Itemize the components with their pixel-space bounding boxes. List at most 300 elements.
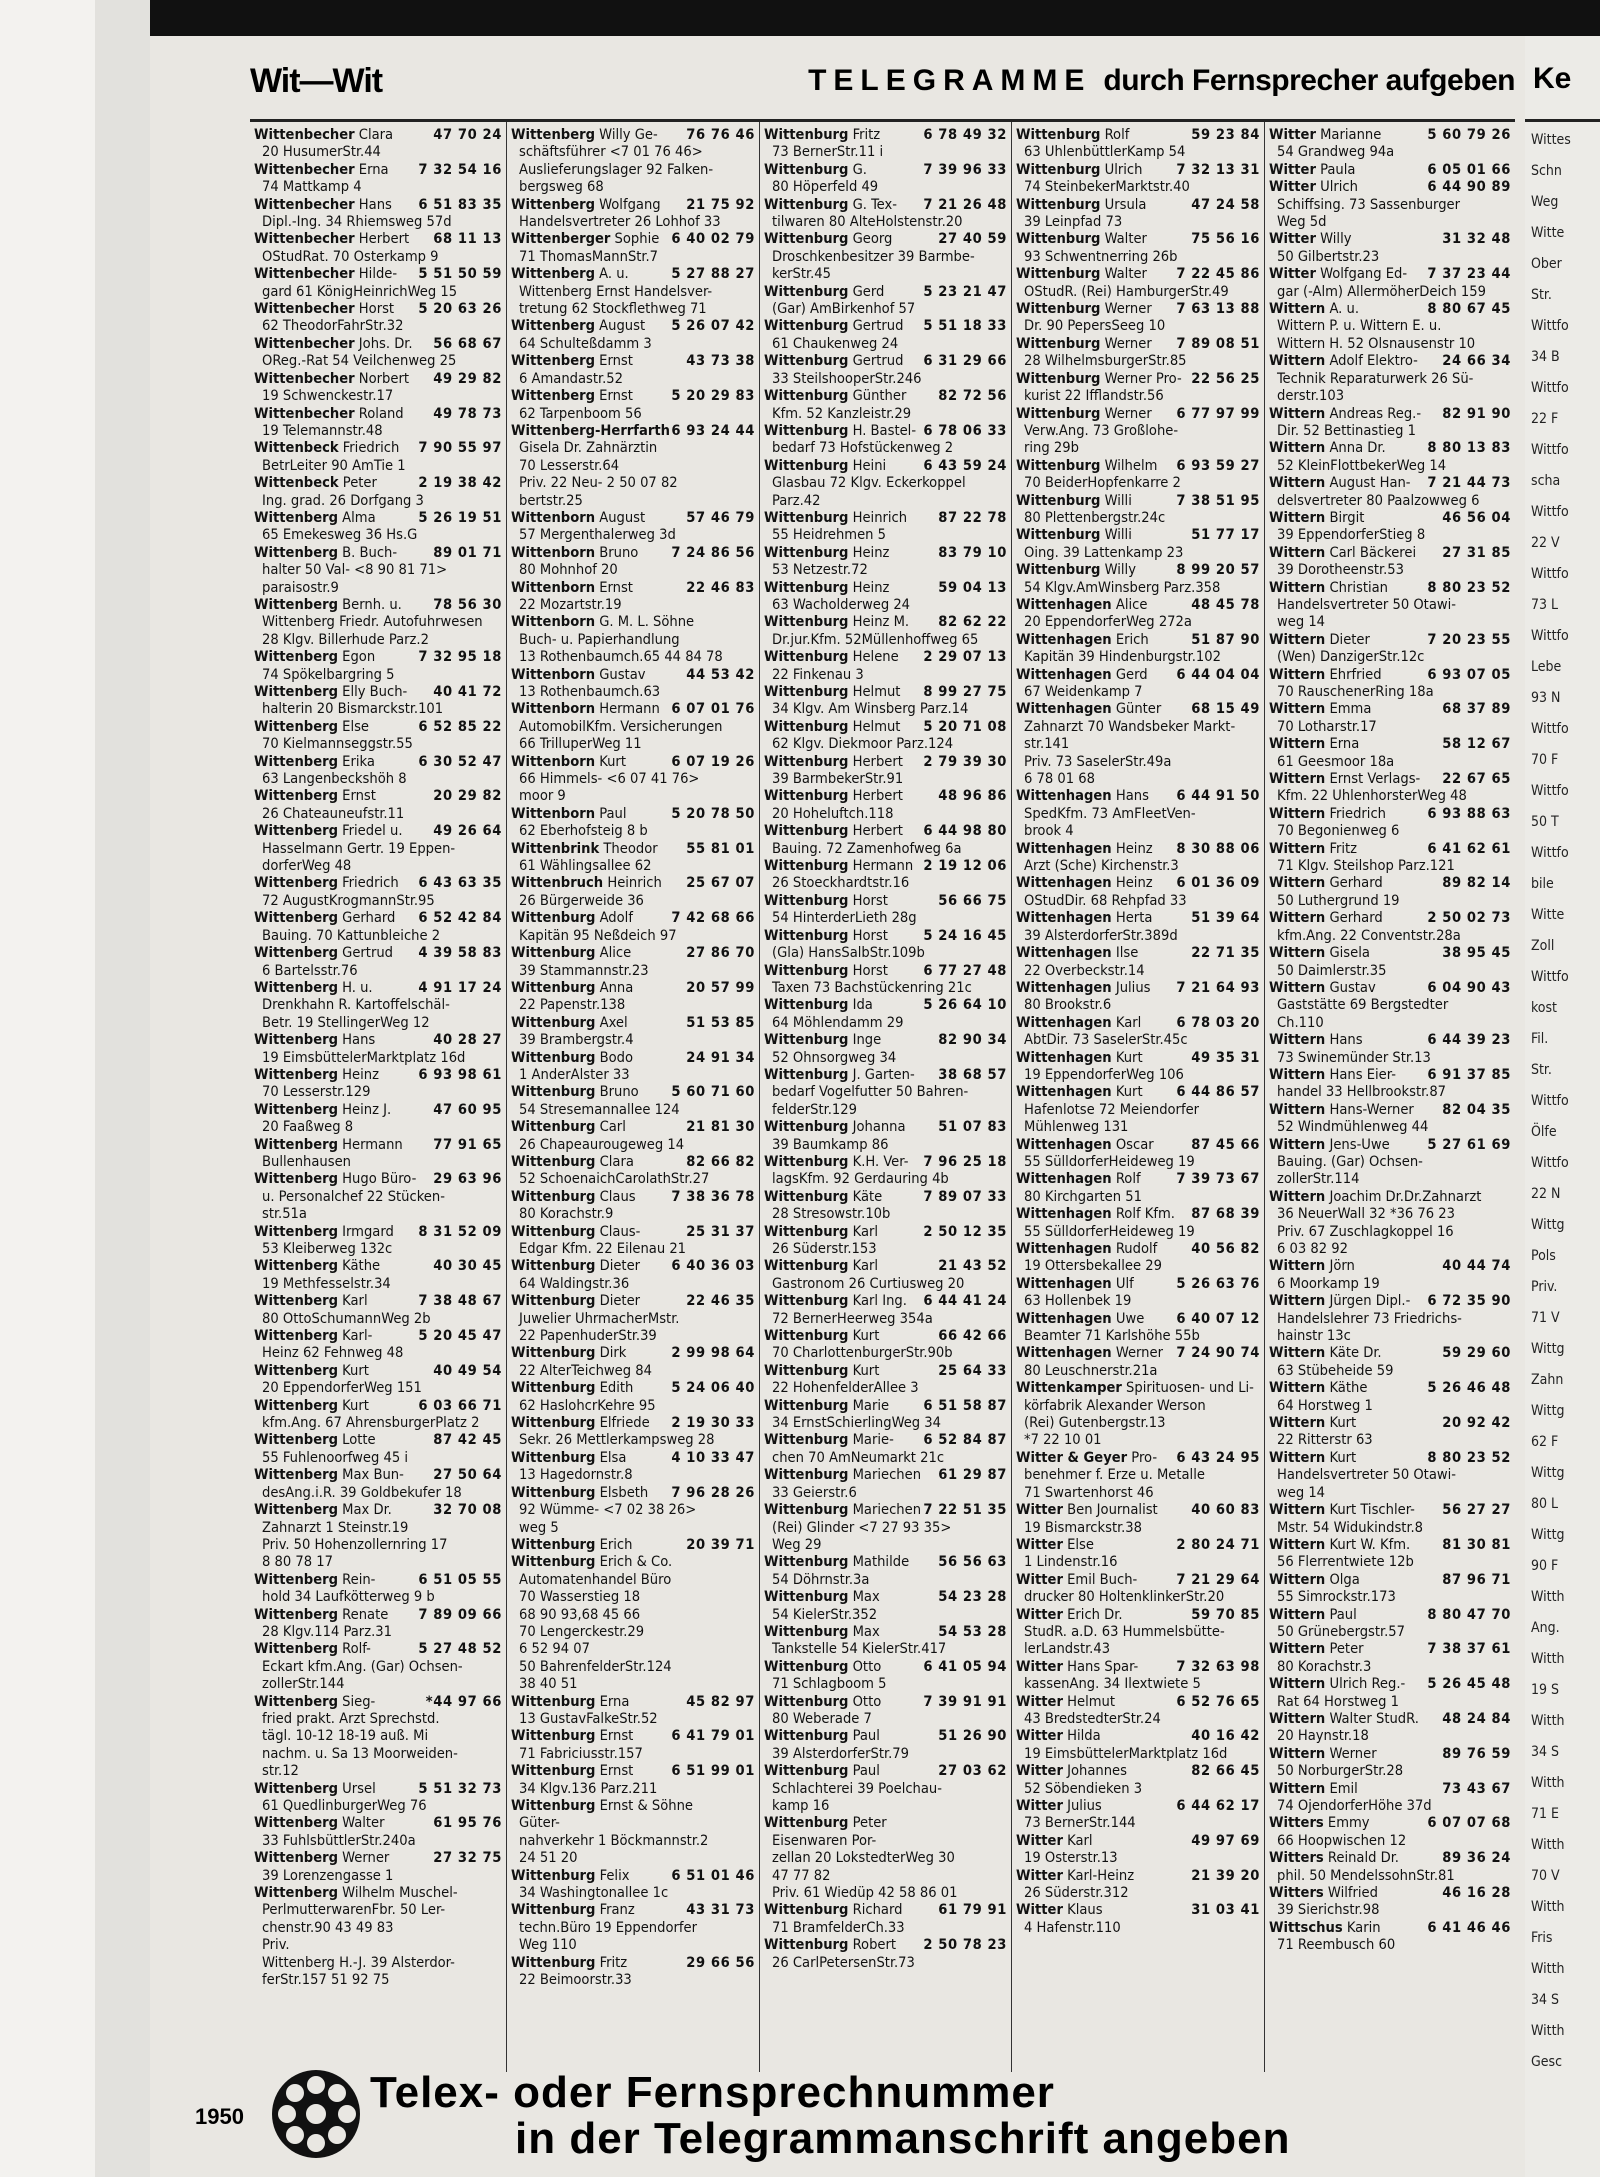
entry-detail-line: 26 Chateauneufstr.11 <box>262 804 405 822</box>
entry-given-name: Friedel u. <box>337 822 403 840</box>
entry-given-name: Elfriede <box>595 1414 650 1432</box>
entry-surname: Witter & Geyer <box>1016 1448 1128 1466</box>
entry-phone: 6 41 79 01 <box>671 1727 755 1745</box>
entry-phone: 5 20 45 47 <box>418 1327 502 1345</box>
entry-surname: Wittenburg <box>764 160 849 178</box>
entry-first-line <box>254 683 502 700</box>
entry-phone: 51 26 90 <box>938 1727 1007 1745</box>
entry-first-line <box>764 387 1007 404</box>
entry-first-line <box>254 1066 502 1083</box>
entry-given-name: Helmut <box>1062 1692 1115 1710</box>
entry-phone: 6 44 91 50 <box>1176 787 1260 805</box>
directory-entry <box>1269 161 1511 178</box>
entry-surname: Wittenburg <box>511 1013 596 1031</box>
entry-phone: 6 44 98 80 <box>923 822 1007 840</box>
entry-phone: 6 07 07 68 <box>1427 1814 1511 1832</box>
entry-phone: 68 37 89 <box>1442 700 1511 718</box>
entry-detail-line: 54 Stresemannallee 124 <box>519 1100 680 1118</box>
entry-detail-line: 74 Mattkamp 4 <box>262 178 362 196</box>
entry-surname: Wittenberg <box>254 822 338 840</box>
facing-page-fragment: Fris <box>1531 1930 1553 1946</box>
entry-first-line <box>764 1901 1007 1918</box>
entry-given-name: Rein- <box>337 1570 376 1588</box>
entry-phone: 5 27 61 69 <box>1427 1135 1511 1153</box>
entry-first-line <box>254 1327 502 1344</box>
directory-entry <box>254 944 502 979</box>
entry-given-name: G. Tex- <box>848 195 897 213</box>
entry-given-name: A. u. <box>594 265 629 283</box>
entry-surname: Wittern <box>1269 700 1326 718</box>
entry-surname: Wittenhagen <box>1016 1083 1112 1101</box>
directory-entry <box>511 317 755 352</box>
entry-first-line <box>254 718 502 735</box>
entry-phone: 2 29 07 13 <box>923 648 1007 666</box>
entry-detail-line: Wittern P. u. Wittern E. u. <box>1277 317 1442 335</box>
entry-given-name: Wolfgang Ed- <box>1315 265 1408 283</box>
entry-first-line <box>1016 1014 1260 1031</box>
directory-entry <box>254 1327 502 1362</box>
entry-detail-line: Beamter 71 Karlshöhe 55b <box>1024 1327 1200 1345</box>
entry-phone: 20 39 71 <box>686 1535 755 1553</box>
entry-given-name: Kurt <box>337 1361 369 1379</box>
entry-surname: Wittenburg <box>764 456 849 474</box>
entry-given-name: Jürgen Dipl.- <box>1325 1292 1411 1310</box>
entry-given-name: Egon <box>337 648 376 666</box>
entry-given-name: Horst <box>354 300 395 318</box>
entry-surname: Wittenhagen <box>1016 630 1112 648</box>
entry-phone: 7 63 13 88 <box>1176 300 1260 318</box>
entry-surname: Witters <box>1269 1814 1324 1832</box>
entry-surname: Wittenberg <box>254 1814 338 1832</box>
entry-detail-line: Arzt (Sche) Kirchenstr.3 <box>1024 857 1179 875</box>
entry-first-line <box>254 1031 502 1048</box>
entry-first-line <box>1269 178 1511 195</box>
directory-entry <box>511 544 755 579</box>
entry-first-line <box>254 874 502 891</box>
entry-first-line <box>511 230 755 247</box>
directory-entry <box>1016 335 1260 370</box>
entry-first-line <box>254 370 502 387</box>
entry-first-line <box>764 1153 1007 1170</box>
entry-given-name: Hilda <box>1062 1727 1101 1745</box>
entry-surname: Witter <box>1016 1605 1063 1623</box>
directory-entry <box>254 1170 502 1222</box>
entry-detail-line: 70 Begonienweg 6 <box>1277 822 1400 840</box>
entry-detail-line: 71 Reembusch 60 <box>1277 1936 1396 1954</box>
entry-detail-line: 26 Chapeaurougeweg 14 <box>519 1135 685 1153</box>
entry-given-name: Herbert <box>354 230 410 248</box>
facing-page-fragment: Wittes <box>1531 132 1571 148</box>
entry-detail-line: OReg.-Rat 54 Veilchenweg 25 <box>262 352 457 370</box>
entry-detail-line: 55 Simrockstr.173 <box>1277 1588 1396 1606</box>
right-page-header: Ke <box>1533 62 1572 95</box>
entry-phone: 49 35 31 <box>1191 1048 1260 1066</box>
entry-phone: 7 89 09 66 <box>418 1605 502 1623</box>
entry-given-name: Gerhard <box>1325 909 1383 927</box>
facing-page-fragment: 19 S <box>1531 1682 1560 1698</box>
directory-entry <box>764 317 1007 352</box>
entry-surname: Wittenberg <box>254 717 338 735</box>
directory-entry <box>764 544 1007 579</box>
entry-given-name: Herbert <box>848 822 903 840</box>
entry-phone: 20 57 99 <box>686 978 755 996</box>
entry-surname: Wittenburg <box>511 1797 596 1814</box>
entry-surname: Wittenberg <box>254 648 338 666</box>
entry-surname: Wittenburg <box>764 230 849 248</box>
entry-phone: 6 40 02 79 <box>671 230 755 248</box>
directory-entry <box>764 1188 1007 1223</box>
entry-given-name: Karl <box>1062 1831 1093 1849</box>
entry-detail-line: Hafenlotse 72 Meiendorfer <box>1024 1100 1200 1118</box>
entry-first-line <box>511 753 755 770</box>
directory-entry <box>1269 1257 1511 1292</box>
entry-phone: 7 96 25 18 <box>923 1152 1007 1170</box>
entry-phone: 7 38 37 61 <box>1427 1640 1511 1658</box>
entry-detail-line: Kfm. 22 UhlenhorsterWeg 48 <box>1277 787 1467 805</box>
directory-entry <box>511 1693 755 1728</box>
entry-first-line <box>1269 126 1511 143</box>
entry-first-line <box>764 1553 1007 1570</box>
entry-surname: Wittenberg <box>254 909 338 927</box>
entry-given-name: Max Bun- <box>337 1466 404 1484</box>
entry-detail-line: 50 Luthergrund 19 <box>1277 891 1400 909</box>
entry-detail-line: 70 Lengerckestr.29 <box>519 1622 645 1640</box>
entry-given-name: Irmgard <box>337 1222 394 1240</box>
entry-first-line <box>1016 1832 1260 1849</box>
entry-first-line <box>254 1170 502 1187</box>
entry-given-name: Uwe <box>1111 1309 1145 1327</box>
entry-surname: Wittern <box>1269 1779 1326 1797</box>
entry-detail-line: 63 Stübeheide 59 <box>1277 1361 1394 1379</box>
entry-phone: 6 51 01 46 <box>671 1866 755 1884</box>
entry-detail-line: 6 03 82 92 <box>1277 1240 1348 1257</box>
entry-detail-line: 8 80 78 17 <box>262 1553 333 1571</box>
directory-entry <box>1016 1170 1260 1205</box>
entry-phone: 57 46 79 <box>686 508 755 526</box>
entry-detail-line: 6 Bartelsstr.76 <box>262 961 358 979</box>
entry-given-name: K.H. Ver- <box>848 1152 909 1170</box>
entry-given-name: Gerhard <box>337 909 396 927</box>
entry-given-name: Mariechen <box>848 1501 922 1519</box>
entry-surname: Wittenburg <box>1016 369 1101 387</box>
entry-given-name: Günther <box>848 387 907 405</box>
directory-entry <box>1269 126 1511 161</box>
directory-entry <box>764 126 1007 161</box>
facing-page-fragment: Witth <box>1531 1899 1565 1915</box>
entry-surname: Wittenhagen <box>1016 700 1112 718</box>
entry-first-line <box>764 683 1007 700</box>
entry-surname: Wittenburg <box>764 1292 849 1310</box>
entry-phone: 59 23 84 <box>1191 126 1260 143</box>
entry-first-line <box>1016 1901 1260 1918</box>
entry-detail-line: Drenkhahn R. Kartoffelschäl- <box>262 996 450 1014</box>
entry-surname: Wittenburg <box>1016 561 1101 579</box>
entry-detail-line: Auslieferungslager 92 Falken- <box>519 160 714 178</box>
entry-detail-line: 68 90 93,68 45 66 <box>519 1605 641 1623</box>
entry-phone: 5 26 19 51 <box>418 508 502 526</box>
entry-detail-line: hold 34 Laufkötterweg 9 b <box>262 1588 435 1606</box>
entry-phone: 5 27 48 52 <box>418 1640 502 1658</box>
entry-detail-line: 22 Ritterstr 63 <box>1277 1431 1373 1449</box>
entry-surname: Wittenburg <box>511 978 596 996</box>
entry-surname: Witter <box>1016 1797 1063 1814</box>
directory-entry <box>1269 944 1511 979</box>
entry-given-name: Fritz <box>595 1953 628 1971</box>
entry-phone: 31 32 48 <box>1442 230 1511 248</box>
directory-entry <box>764 1362 1007 1397</box>
entry-given-name: Kurt W. Kfm. <box>1325 1535 1411 1553</box>
entry-detail-line: tretung 62 Stockflethweg 71 <box>519 300 707 318</box>
entry-detail-line: Parz.42 <box>772 491 821 509</box>
directory-entry <box>1016 1344 1260 1379</box>
entry-detail-line: 6 52 94 07 <box>519 1640 590 1658</box>
entry-first-line <box>511 1693 755 1710</box>
entry-surname: Wittenberg <box>254 944 338 962</box>
directory-entry <box>511 387 755 422</box>
entry-phone: 49 78 73 <box>433 404 502 422</box>
entry-first-line <box>254 474 502 491</box>
entry-given-name: Oscar <box>1111 1135 1154 1153</box>
entry-detail-line: chen 70 AmNeumarkt 21c <box>772 1448 945 1466</box>
entry-given-name: Kurt Tischler- <box>1325 1501 1415 1519</box>
entry-first-line <box>764 352 1007 369</box>
entry-given-name: Elsbeth <box>595 1483 649 1501</box>
entry-detail-line: Ing. grad. 26 Dorfgang 3 <box>262 491 424 509</box>
entry-phone: 6 93 07 05 <box>1427 665 1511 683</box>
entry-first-line <box>511 1379 755 1396</box>
entry-first-line <box>1016 492 1260 509</box>
entry-given-name: Marie- <box>848 1431 894 1449</box>
entry-first-line <box>1016 161 1260 178</box>
entry-phone: 21 81 30 <box>686 1118 755 1136</box>
entry-given-name: Kurt <box>595 752 626 770</box>
directory-entry <box>1269 1188 1511 1258</box>
entry-phone: 48 96 86 <box>938 787 1007 805</box>
entry-surname: Wittenburg <box>764 1118 849 1136</box>
entry-phone: 5 60 71 60 <box>671 1083 755 1101</box>
facing-page-fragment: Witte <box>1531 907 1565 923</box>
entry-phone: 43 73 38 <box>686 352 755 370</box>
entry-first-line <box>1269 1675 1511 1692</box>
entry-first-line <box>1016 265 1260 282</box>
entry-detail-line: Handelslehrer 73 Friedrichs- <box>1277 1309 1462 1327</box>
entry-phone: 68 15 49 <box>1191 700 1260 718</box>
directory-entry <box>1269 700 1511 735</box>
directory-entry <box>764 579 1007 614</box>
entry-first-line <box>764 230 1007 247</box>
entry-first-line <box>254 944 502 961</box>
entry-phone: 40 30 45 <box>433 1257 502 1275</box>
entry-first-line <box>254 1501 502 1518</box>
entry-given-name: Werner <box>1325 1744 1377 1762</box>
entry-surname: Wittenhagen <box>1016 874 1112 892</box>
entry-surname: Wittenburg <box>511 1535 596 1553</box>
entry-surname: Wittern <box>1269 1605 1326 1623</box>
entry-phone: 7 21 26 48 <box>923 195 1007 213</box>
entry-given-name: Hermann <box>595 700 660 718</box>
directory-entry <box>764 1762 1007 1814</box>
entry-first-line <box>1269 1449 1511 1466</box>
entry-given-name: Kurt <box>848 1361 880 1379</box>
directory-entry <box>511 230 755 265</box>
entry-given-name: Adolf <box>595 909 633 927</box>
entry-first-line <box>511 1414 755 1431</box>
entry-given-name: Erna <box>354 160 389 178</box>
entry-first-line <box>1269 230 1511 247</box>
entry-first-line <box>1269 1136 1511 1153</box>
entry-first-line <box>511 1484 755 1501</box>
entry-given-name: Herta <box>1111 909 1153 927</box>
entry-phone: 2 19 30 33 <box>671 1414 755 1432</box>
entry-phone: 6 44 04 04 <box>1176 665 1260 683</box>
entry-given-name: Gerhard <box>1325 874 1383 892</box>
directory-entry <box>511 1257 755 1292</box>
facing-page-fragment: Wittfo <box>1531 628 1569 644</box>
entry-surname: Wittenberg <box>254 1779 338 1797</box>
entry-phone: 31 03 41 <box>1191 1901 1260 1919</box>
entry-given-name: Helmut <box>848 717 901 735</box>
entry-first-line <box>764 1936 1007 1953</box>
facing-page-fragment: 34 S <box>1531 1744 1560 1760</box>
entry-surname: Wittenberg <box>254 683 338 700</box>
entry-detail-line: Handelsvertreter 50 Otawi- <box>1277 595 1457 613</box>
entry-surname: Wittenburg <box>764 1814 849 1832</box>
directory-entry <box>764 230 1007 282</box>
entry-given-name: Karl <box>848 1222 879 1240</box>
entry-given-name: Rolf <box>1111 1170 1141 1188</box>
entry-given-name: Claus <box>595 1187 636 1205</box>
entry-detail-line: 34 Klgv.136 Parz.211 <box>519 1779 658 1797</box>
entry-phone: 89 76 59 <box>1442 1744 1511 1762</box>
footer-slogan-line1: Telex- oder Fernsprechnummer <box>370 2068 1055 2117</box>
entry-detail-line: 19 Osterstr.13 <box>1024 1849 1118 1867</box>
entry-detail-line: 20 EppendorferWeg 151 <box>262 1379 422 1397</box>
entry-given-name: Werner <box>1111 1344 1163 1362</box>
entry-first-line <box>511 422 755 439</box>
entry-phone: 2 79 39 30 <box>923 752 1007 770</box>
directory-entry <box>764 996 1007 1031</box>
entry-detail-line: 62 Eberhofsteig 8 b <box>519 822 648 840</box>
directory-entry <box>1016 1275 1260 1310</box>
entry-detail-line: 26 Süderstr.312 <box>1024 1884 1129 1902</box>
entry-detail-line: 72 BernerHeerweg 354a <box>772 1309 933 1327</box>
entry-surname: Witter <box>1016 1901 1063 1919</box>
entry-surname: Wittenburg <box>511 1553 596 1571</box>
entry-detail-line: weg 5 <box>519 1518 559 1536</box>
directory-entry <box>764 1814 1007 1901</box>
entry-given-name: Gisela <box>1325 944 1370 962</box>
entry-phone: 47 24 58 <box>1191 195 1260 213</box>
entry-surname: Wittenburg <box>764 387 849 405</box>
entry-detail-line: 70 Lesserstr.64 <box>519 456 620 474</box>
entry-detail-line: 63 Wacholderweg 24 <box>772 595 911 613</box>
directory-entry <box>511 126 755 196</box>
entry-first-line <box>511 1536 755 1553</box>
entry-phone: 45 82 97 <box>686 1692 755 1710</box>
entry-surname: Witter <box>1269 265 1316 283</box>
entry-detail-line: 70 Lesserstr.129 <box>262 1083 371 1101</box>
entry-phone: 2 99 98 64 <box>671 1344 755 1362</box>
entry-surname: Wittenbecher <box>254 195 355 213</box>
entry-first-line <box>1016 1693 1260 1710</box>
entry-given-name: Ernst <box>337 787 376 805</box>
entry-phone: 82 91 90 <box>1442 404 1511 422</box>
entry-given-name: Olga <box>1325 1570 1360 1588</box>
entry-given-name: Felix <box>595 1866 630 1884</box>
directory-entry <box>511 1536 755 1553</box>
entry-first-line <box>1016 1606 1260 1623</box>
entry-given-name: Ernst <box>594 352 633 370</box>
entry-phone: 22 46 35 <box>686 1292 755 1310</box>
entry-given-name: Rolf- <box>337 1640 371 1658</box>
entry-first-line <box>254 196 502 213</box>
directory-entry <box>1016 1762 1260 1797</box>
entry-given-name: Joachim Dr.Dr.Zahnarzt <box>1325 1187 1482 1205</box>
entry-first-line <box>254 1814 502 1831</box>
directory-entry <box>1269 1136 1511 1188</box>
entry-given-name: Hans <box>1111 787 1149 805</box>
entry-first-line <box>511 544 755 561</box>
entry-first-line <box>1016 196 1260 213</box>
entry-first-line <box>511 1901 755 1918</box>
directory-entry <box>1016 1501 1260 1536</box>
entry-given-name: Günter <box>1111 700 1162 718</box>
entry-first-line <box>254 335 502 352</box>
entry-surname: Wittenburg <box>764 613 849 631</box>
entry-detail-line: 24 51 20 <box>519 1849 578 1867</box>
directory-entry <box>764 283 1007 318</box>
entry-detail-line: 80 Mohnhof 20 <box>519 561 618 579</box>
directory-entry <box>1016 457 1260 492</box>
entry-detail-line: 55 SülldorferHeideweg 19 <box>1024 1152 1195 1170</box>
entry-detail-line: Priv. <box>262 1936 290 1954</box>
entry-phone: 49 97 69 <box>1191 1831 1260 1849</box>
entry-surname: Wittenburg <box>764 1657 849 1675</box>
entry-surname: Wittenhagen <box>1016 1135 1112 1153</box>
directory-entry <box>1269 439 1511 474</box>
facing-page-fragment: 71 V <box>1531 1310 1560 1326</box>
entry-detail-line: Gastronom 26 Curtiusweg 20 <box>772 1274 965 1292</box>
entry-phone: 58 12 67 <box>1442 735 1511 753</box>
entry-given-name: Heinz <box>1111 839 1153 857</box>
directory-entry <box>1016 1901 1260 1936</box>
directory-entry <box>1269 666 1511 701</box>
directory-entry <box>511 265 755 317</box>
directory-entry <box>254 1571 502 1606</box>
entry-detail-line: körfabrik Alexander Werson <box>1024 1396 1206 1414</box>
entry-first-line <box>764 1327 1007 1344</box>
entry-first-line <box>1016 1170 1260 1187</box>
entry-given-name: Hans <box>337 1031 376 1049</box>
entry-detail-line: 62 HaslohcrKehre 95 <box>519 1396 656 1414</box>
entry-detail-line: 28 Klgv.114 Parz.31 <box>262 1622 392 1640</box>
entry-phone: 5 51 18 33 <box>923 317 1007 335</box>
entry-phone: 20 92 42 <box>1442 1414 1511 1432</box>
entry-phone: 27 50 64 <box>433 1466 502 1484</box>
entry-given-name: Horst <box>848 961 888 979</box>
directory-entry <box>764 787 1007 822</box>
facing-page-fragment: 62 F <box>1531 1434 1559 1450</box>
entry-first-line <box>1016 1049 1260 1066</box>
entry-phone: 5 20 29 83 <box>671 387 755 405</box>
entry-detail-line: 53 Netzestr.72 <box>772 561 868 579</box>
entry-surname: Wittenburg <box>764 195 849 213</box>
entry-detail-line: 50 BahrenfelderStr.124 <box>519 1657 672 1675</box>
entry-given-name: Carl Bäckerei <box>1325 543 1417 561</box>
entry-given-name: Sieg- <box>337 1692 376 1710</box>
entry-detail-line: 54 Döhrnstr.3a <box>772 1570 870 1588</box>
entry-first-line <box>1016 1867 1260 1884</box>
